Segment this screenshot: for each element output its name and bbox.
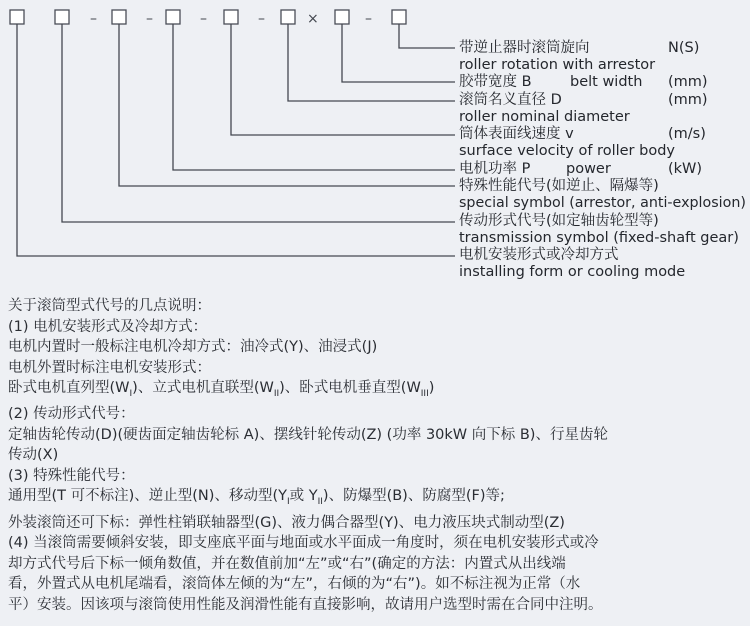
code-dash-5: – bbox=[365, 11, 372, 27]
code-box-7 bbox=[335, 10, 349, 24]
legend-velocity-unit: (m/s) bbox=[668, 126, 706, 142]
notes-s1-line3-d: ) bbox=[428, 380, 435, 396]
code-box-1 bbox=[10, 10, 24, 24]
code-box-4 bbox=[166, 10, 180, 24]
notes-s1-line3-a: 卧式电机直列型(W bbox=[8, 380, 130, 396]
notes-s3-line1-b: 或 Y bbox=[289, 488, 318, 505]
notes-s2-line1: 定轴齿轮传动(D)(硬齿面定轴齿轮标 A)、摆线针轮传动(Z) (功率 30kW 向下标 B)、行星齿轮 bbox=[8, 426, 608, 443]
legend-installing-en: installing form or cooling mode bbox=[459, 264, 686, 280]
notes-s3-title: (3) 特殊性能代号： bbox=[8, 467, 135, 484]
leader-power bbox=[173, 24, 455, 170]
notes-s1-line3-sub3: III bbox=[420, 388, 429, 399]
notes-s3-line1 bbox=[8, 486, 746, 512]
code-box-8 bbox=[392, 10, 406, 24]
notes-s1-line2: 电机外置时标注电机安装形式： bbox=[8, 359, 211, 376]
legend-belt-width-zh: 胶带宽度 B bbox=[459, 74, 532, 90]
code-dash-2: – bbox=[146, 11, 153, 27]
legend-transmission-en: transmission symbol (fixed-shaft gear) bbox=[459, 230, 739, 246]
notes-s1-line3-sub2: II bbox=[273, 388, 280, 399]
code-box-6 bbox=[281, 10, 295, 24]
notes-s1-title: (1) 电机安装形式及冷却方式： bbox=[8, 318, 208, 335]
legend-rotation-en: roller rotation with arrestor bbox=[459, 57, 656, 73]
notes-s3-line1-a: 通用型(T 可不标注)、逆止型(N)、移动型(Y bbox=[8, 488, 287, 505]
notes-s4-line2: 却方式代号后下标一倾角数值，并在数值前加“左”或“右”(确定的方法：内置式从出线端 bbox=[8, 555, 566, 572]
notes-s1-line3-sub1: I bbox=[129, 388, 133, 399]
legend-belt-width-unit: (mm) bbox=[668, 74, 708, 90]
legend-transmission-zh: 传动形式代号(如定轴齿轮型等) bbox=[459, 213, 659, 229]
legend-velocity-en: surface velocity of roller body bbox=[459, 143, 675, 159]
legend-rotation-zh: 带逆止器时滚筒旋向 bbox=[459, 40, 590, 56]
notes-heading: 关于滚筒型式代号的几点说明： bbox=[8, 298, 211, 314]
notes-s2-title: (2) 传动形式代号： bbox=[8, 406, 135, 423]
notes-s1-line3-b: )、立式电机直联型(W bbox=[132, 380, 274, 396]
notes-s3-line1-sub1: I bbox=[286, 497, 290, 508]
code-dash-4: – bbox=[258, 11, 265, 27]
code-dash-3: – bbox=[200, 11, 207, 27]
code-box-2 bbox=[55, 10, 69, 24]
code-box-3 bbox=[112, 10, 126, 24]
code-box-5 bbox=[224, 10, 238, 24]
notes-s1-line3-c: )、卧式电机垂直型(W bbox=[279, 380, 421, 396]
leader-rotation bbox=[399, 24, 455, 48]
leader-diameter bbox=[288, 24, 455, 101]
notes-s1-line3 bbox=[8, 378, 746, 404]
legend-power-unit: (kW) bbox=[668, 161, 703, 177]
code-times: × bbox=[307, 11, 319, 27]
legend-power-zh: 电机功率 P bbox=[459, 161, 531, 177]
leader-installing bbox=[17, 24, 455, 256]
notes-s4-line1: (4) 当滚筒需要倾斜安装，即支座底平面与地面或水平面成一角度时，须在电机安装形式或冷 bbox=[8, 535, 599, 552]
legend-diameter-zh: 滚筒名义直径 D bbox=[459, 92, 562, 108]
notes-s2-line2: 传动(X) bbox=[8, 447, 59, 464]
leader-velocity bbox=[231, 24, 455, 135]
legend-power-en: power bbox=[566, 161, 611, 177]
legend-belt-width-en: belt width bbox=[570, 74, 643, 90]
notes-s1-line1: 电机内置时一般标注电机冷却方式：油冷式(Y)、油浸式(J) bbox=[8, 339, 378, 355]
legend-special-zh: 特殊性能代号(如逆止、隔爆等) bbox=[459, 178, 659, 194]
legend-installing-zh: 电机安装形式或冷却方式 bbox=[459, 247, 619, 263]
legend-velocity-zh: 筒体表面线速度 v bbox=[459, 126, 574, 142]
legend-diameter-unit: (mm) bbox=[668, 92, 708, 108]
legend-rotation-unit: N(S) bbox=[668, 40, 700, 56]
notes-s4-line3: 看，外置式从电机尾端看，滚筒体左倾的为“左”，右倾的为“右”)。如不标注视为正常（水 bbox=[8, 576, 581, 593]
legend-diameter-en: roller nominal diameter bbox=[459, 109, 630, 125]
leader-transmission bbox=[62, 24, 455, 222]
notes-s4-line4: 平）安装。因该项与滚筒使用性能及润滑性能有直接影响，故请用户选型时需在合同中注明。 bbox=[8, 596, 603, 613]
notes-section bbox=[8, 296, 746, 615]
notes-s3-line1-c: )、防爆型(B)、防腐型(F)等; bbox=[322, 488, 505, 505]
notes-s3-line2: 外装滚筒还可下标：弹性柱销联轴器型(G)、液力偶合器型(Y)、电力液压块式制动型(Z) bbox=[8, 514, 565, 531]
legend-special-en: special symbol (arrestor, anti-explosion) bbox=[459, 195, 746, 211]
notes-s3-line1-sub2: II bbox=[317, 497, 323, 508]
code-dash-1: – bbox=[90, 11, 97, 27]
